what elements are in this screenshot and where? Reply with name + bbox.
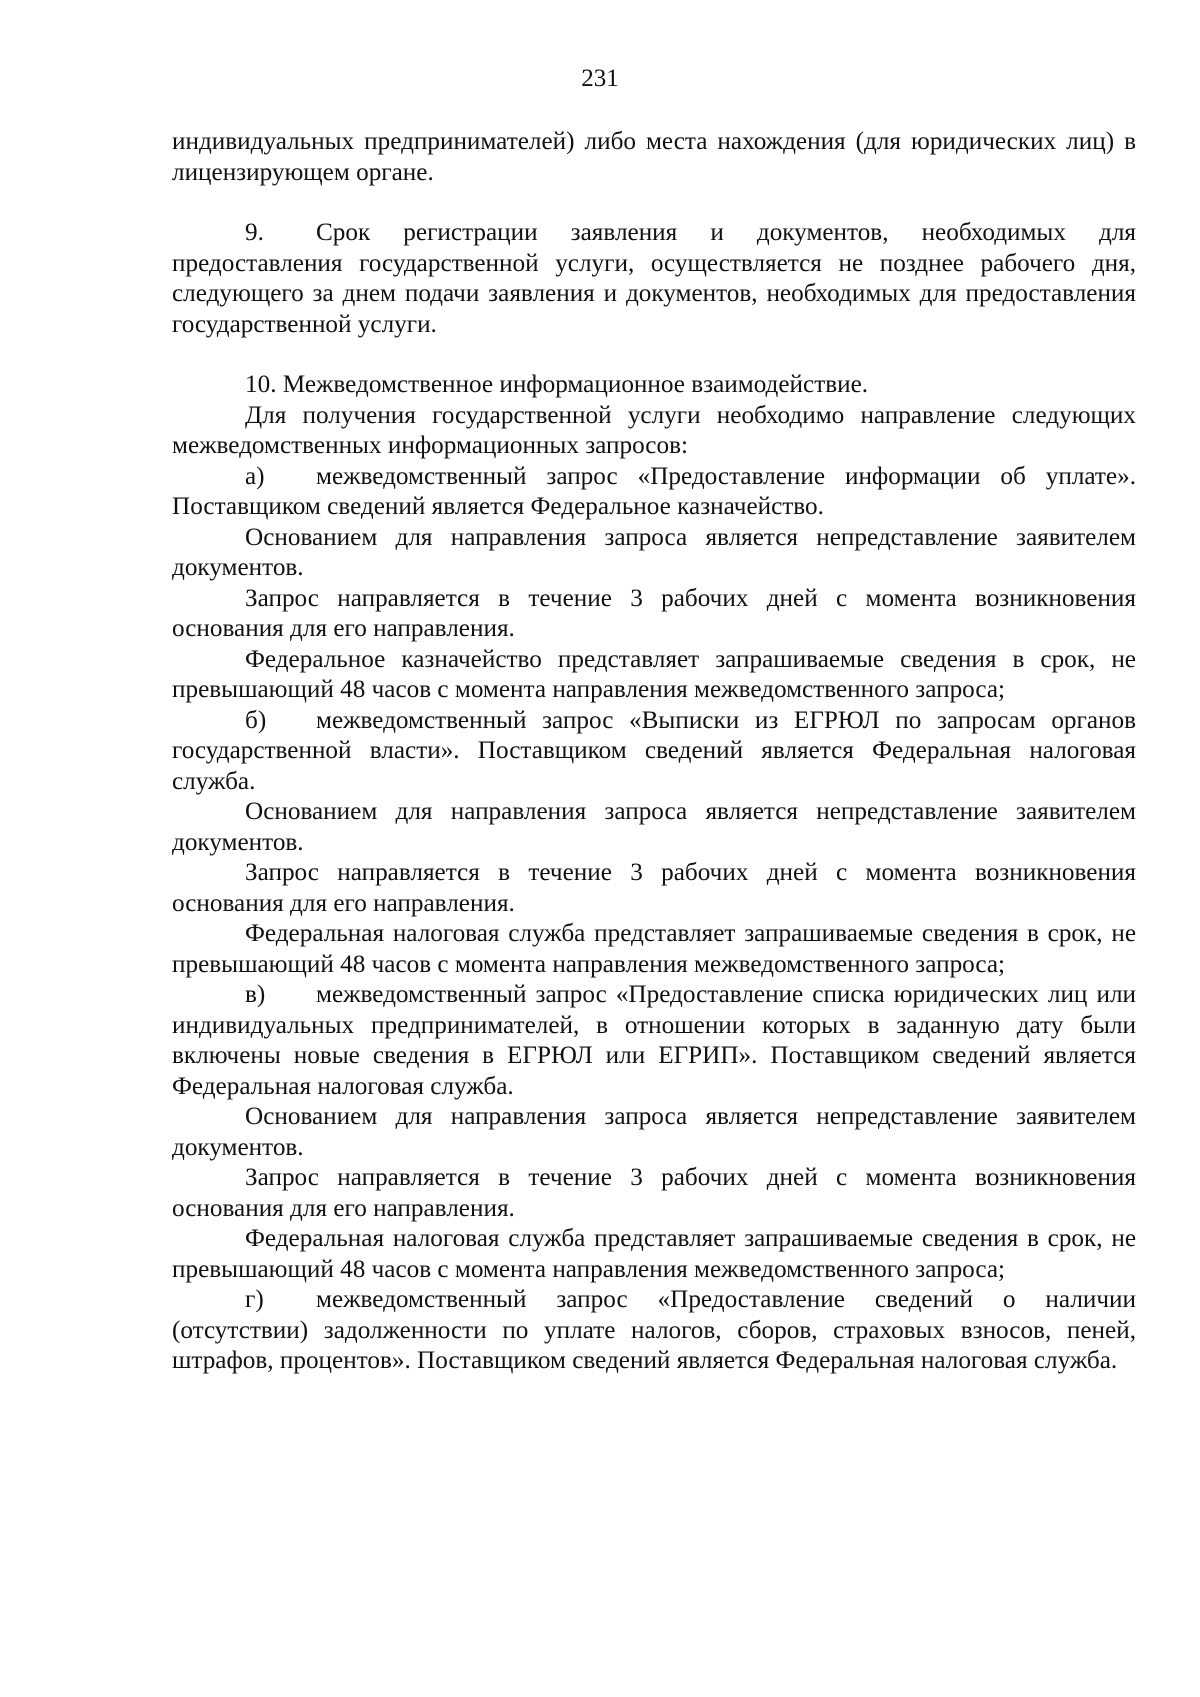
paragraph-text: Запрос направляется в течение 3 рабочих дней с момента возникновения основания для его направления.: [172, 1164, 1136, 1222]
paragraph-text: Федеральное казначейство представляет запрашиваемые сведения в срок, не превышающий 48 часов с момента направления межведомственного запроса;: [172, 645, 1136, 703]
paragraph-text: Запрос направляется в течение 3 рабочих дней с момента возникновения основания для его направления.: [172, 859, 1136, 917]
list-item-g: [172, 1285, 1136, 1377]
paragraph-text: межведомственный запрос «Выписки из ЕГРЮЛ по запросам органов государственной власти». Поставщиком сведений является Федеральная налоговая служба.: [172, 706, 1136, 795]
item-letter: в): [245, 981, 266, 1008]
paragraph: [172, 1102, 1136, 1163]
section-heading: [172, 370, 1136, 401]
paragraph-text: межведомственный запрос «Предоставление сведений о наличии (отсутствии) задолженности по уплате налогов, сборов, страховых взносов, пеней, штрафов, процентов». Поставщиком сведений является Федеральная налоговая служба.: [172, 1286, 1136, 1374]
paragraph-text: межведомственный запрос «Предоставление списка юридических лиц или индивидуальных предпринимателей, в отношении которых в заданную дату были включены новые сведения в ЕГРЮЛ или ЕГРИП». Поставщиком сведений является Федеральная налоговая служба.: [172, 981, 1136, 1100]
paragraph-text: Для получения государственной услуги необходимо направление следующих межведомственных информационных запросов:: [172, 401, 1136, 459]
paragraph: [172, 1163, 1136, 1224]
paragraph: [172, 401, 1136, 462]
paragraph-text: 10. Межведомственное информационное взаимодействие.: [245, 371, 869, 398]
paragraph-text: межведомственный запрос «Предоставление информации об уплате». Поставщиком сведений является Федеральное казначейство.: [172, 462, 1136, 520]
list-item-a: [172, 462, 1136, 523]
paragraph-text: Федеральная налоговая служба представляет запрашиваемые сведения в срок, не превышающий 48 часов с момента направления межведомственного запроса;: [172, 1225, 1136, 1283]
document-body: [172, 127, 1136, 1377]
list-item-b: [172, 706, 1136, 798]
paragraph: [172, 584, 1136, 645]
item-letter: б): [245, 706, 267, 734]
paragraph-text: Основанием для направления запроса является непредставление заявителем документов.: [172, 523, 1136, 581]
paragraph-continuation: [172, 127, 1136, 188]
item-letter: г): [245, 1286, 264, 1313]
paragraph-text: индивидуальных предпринимателей) либо места нахождения (для юридических лиц) в лицензирующем органе.: [172, 128, 1136, 186]
paragraph: [172, 523, 1136, 584]
paragraph-text: Основанием для направления запроса является непредставление заявителем документов.: [172, 1103, 1136, 1161]
paragraph: [172, 797, 1136, 858]
paragraph-text: Срок регистрации заявления и документов, необходимых для предоставления государственной услуги, осуществляется не позднее рабочего дня, следующего за днем подачи заявления и документов, необходимых для предоставления государственной услуги.: [172, 219, 1136, 338]
item-number: 9.: [245, 219, 264, 246]
paragraph: [172, 858, 1136, 919]
page-number: 231: [581, 65, 619, 92]
item-letter: а): [245, 462, 265, 490]
paragraph-text: Запрос направляется в течение 3 рабочих дней с момента возникновения основания для его направления.: [172, 584, 1136, 642]
paragraph-item-9: [172, 218, 1136, 340]
paragraph-text: Основанием для направления запроса является непредставление заявителем документов.: [172, 798, 1136, 856]
paragraph: [172, 919, 1136, 980]
paragraph: [172, 1224, 1136, 1285]
paragraph-text: Федеральная налоговая служба представляет запрашиваемые сведения в срок, не превышающий 48 часов с момента направления межведомственного запроса;: [172, 920, 1136, 978]
list-item-v: [172, 980, 1136, 1102]
paragraph: [172, 645, 1136, 706]
